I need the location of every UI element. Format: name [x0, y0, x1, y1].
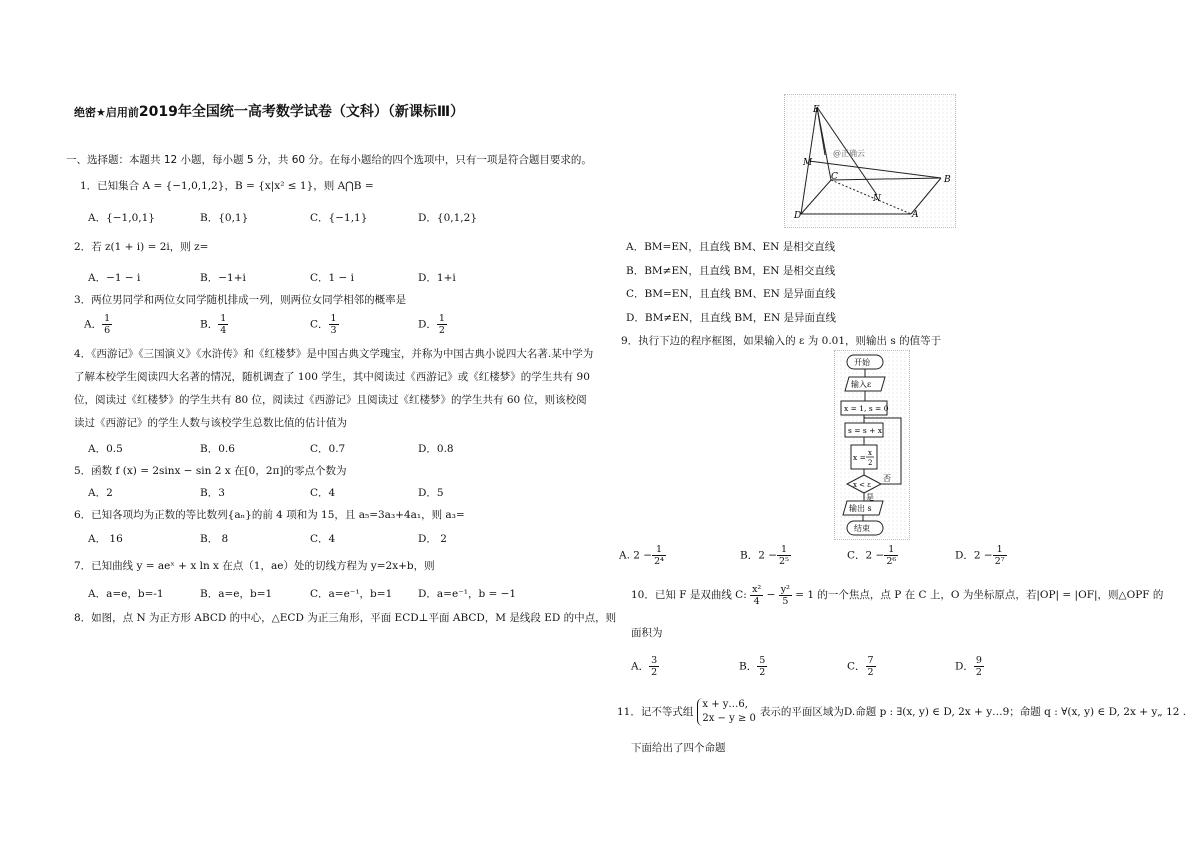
- q10-stem-a: 10．已知 F 是双曲线 C:: [631, 589, 747, 601]
- figure-label-c: C: [831, 172, 838, 182]
- q11-stem-b: 表示的平面区域为D.命题 p : ∃(x, y) ∈ D, 2x + y…9；命题 q : ∀(x, y) ∈ D, 2x + y„ 12 .: [759, 706, 1187, 718]
- question-7-stem: 7．已知曲线 y = aeˣ + x ln x 在点（1，ae）处的切线方程为 y=2x+b，则: [74, 560, 435, 572]
- q3-option-c-fraction: [329, 313, 339, 336]
- flow-output-text: 输出 s: [849, 504, 872, 513]
- q3-c-den: 3: [330, 325, 337, 336]
- q3-b-num: 1: [220, 313, 227, 324]
- q10-d-num: 9: [975, 655, 982, 666]
- flow-no-label: 否: [883, 474, 891, 483]
- q10-frac-y: [779, 584, 792, 607]
- q10-c-den: 2: [867, 667, 874, 678]
- q10-b-den: 2: [759, 667, 766, 678]
- q11-ineq-1: x + y…6,: [702, 699, 748, 710]
- q10-option-b-fraction: [757, 655, 767, 678]
- q10-minus: −: [766, 589, 776, 601]
- q9-flowchart: [834, 350, 910, 540]
- q9-option-c-label: C．2 −: [847, 549, 885, 562]
- q8-geometry-svg: [785, 95, 955, 227]
- q10-a-den: 2: [651, 667, 658, 678]
- q10-option-a-fraction: [649, 655, 659, 678]
- figure-watermark: @正确云: [833, 149, 865, 158]
- q6-option-a: A． 16: [88, 533, 123, 545]
- q2-option-a: A．−1 − i: [88, 272, 141, 284]
- q10-option-b: [739, 655, 767, 678]
- q9-option-d: [955, 544, 1007, 567]
- q3-option-c-label: C．: [310, 318, 329, 331]
- q10-option-c: [847, 655, 876, 678]
- q2-option-d: D．1+i: [418, 272, 456, 284]
- question-4-stem: 4．《西游记》《三国演义》《水浒传》和《红楼梦》是中国古典文学瑰宝，并称为中国古典小说四大名著.某中学为了解本校学生阅读四大名著的情况，随机调查了 100 学生，其中阅读过《西游记》或《红楼梦》的学生共有 90 位，阅读过《红楼梦》的学生共有 80 位，阅读过《西游记》且阅读过《红楼梦》的学生共有 60 位，则该校阅读过《西游记》的学生人数与该校学生总数比值的估计值为: [74, 348, 594, 429]
- flow-yes-label: 是: [866, 493, 874, 502]
- q3-a-den: 6: [104, 325, 111, 336]
- q4-option-c: C．0.7: [310, 443, 346, 455]
- q2-option-b: B．−1+i: [200, 272, 246, 284]
- q10-stem-c: 面积为: [631, 627, 663, 639]
- question-1-stem: 1．已知集合 A = {−1,0,1,2}，B = {x|x² ≤ 1}，则 A⋂B =: [80, 180, 374, 192]
- flow-init-text: x = 1, s = 0: [844, 404, 889, 413]
- q11-stem-c: 下面给出了四个命题: [631, 742, 726, 754]
- q9-option-c-fraction: [884, 544, 898, 567]
- q6-option-b: B． 8: [200, 533, 229, 545]
- q10-stem-b: = 1 的一个焦点，点 P 在 C 上，O 为坐标原点，若|OP| = |OF|，则△OPF 的: [795, 589, 1164, 601]
- q9-option-b-fraction: [777, 544, 791, 567]
- q3-option-d-label: D．: [418, 318, 437, 331]
- flow-step2-den: 2: [868, 459, 873, 467]
- q5-option-d: D．5: [418, 487, 444, 499]
- q11-inequality-system: [697, 698, 756, 726]
- question-10-stem: [631, 581, 1163, 609]
- q3-option-b: [200, 313, 228, 336]
- q5-option-c: C．4: [310, 487, 336, 499]
- figure-label-m: M: [803, 158, 813, 168]
- q9-option-b: [740, 544, 791, 567]
- q7-option-d: D．a=e⁻¹，b = −1: [418, 588, 517, 600]
- q9-b-den: 2⁵: [779, 556, 789, 567]
- q9-b-num: 1: [777, 544, 791, 556]
- q11-stem-a: 11．记不等式组: [617, 706, 694, 718]
- q6-option-c: C．4: [310, 533, 336, 545]
- figure-label-e: E: [813, 105, 820, 115]
- q9-option-d-label: D．2 −: [955, 549, 993, 562]
- q10-option-d: [955, 655, 984, 678]
- q10-frac-x: [750, 584, 763, 607]
- q10-frac-y-num: y²: [780, 583, 790, 595]
- question-2-stem: 2．若 z(1 + i) = 2i，则 z=: [74, 241, 209, 253]
- q9-option-a-label: A. 2 −: [619, 549, 653, 562]
- question-6-stem: 6．已知各项均为正数的等比数列{aₙ}的前 4 项和为 15，且 a₅=3a₃+4a₁，则 a₃=: [74, 509, 465, 521]
- q10-frac-x-num: x²: [752, 583, 762, 595]
- q3-option-b-fraction: [218, 313, 228, 336]
- q5-option-a: A．2: [88, 487, 113, 499]
- q7-option-b: B．a=e，b=1: [200, 588, 273, 600]
- flow-step2-lhs: x =: [853, 453, 866, 462]
- q9-option-a: [619, 544, 666, 567]
- q10-frac-y-den: 5: [782, 595, 789, 607]
- q3-b-den: 4: [220, 325, 227, 336]
- title-main: 2019年全国统一高考数学试卷（文科）（新课标Ⅲ）: [138, 104, 465, 120]
- question-11-stem: [617, 698, 1186, 726]
- q4-option-a: A．0.5: [88, 443, 123, 455]
- q10-option-a: [631, 655, 659, 678]
- q8-option-b: B．BM≠EN，且直线 BM，EN 是相交直线: [626, 265, 836, 277]
- section-heading: 一、选择题：本题共 12 小题，每小题 5 分，共 60 分。在每小题给的四个选项中，只有一项是符合题目要求的。: [66, 154, 592, 166]
- q9-option-b-label: B．2 −: [740, 549, 778, 562]
- q8-option-c: C．BM=EN，且直线 BM、EN 是异面直线: [626, 288, 836, 300]
- q3-option-d: [418, 313, 447, 336]
- q10-option-b-label: B．: [739, 660, 758, 673]
- q3-option-d-fraction: [437, 313, 447, 336]
- q11-ineq-2: 2x − y ≥ 0: [702, 713, 756, 724]
- q9-flowchart-svg: [835, 351, 909, 539]
- q1-option-d: D．{0,1,2}: [418, 212, 477, 224]
- q10-b-num: 5: [759, 655, 766, 666]
- q9-option-c: [847, 544, 898, 567]
- q9-a-num: 1: [652, 544, 666, 556]
- question-9-stem: 9．执行下边的程序框图，如果输入的 ε 为 0.01，则输出 s 的值等于: [621, 335, 942, 347]
- q8-geometry-figure: [784, 94, 956, 228]
- q6-option-d: D． 2: [418, 533, 447, 545]
- q3-option-a-label: A．: [84, 318, 103, 331]
- q9-a-den: 2⁴: [654, 556, 664, 567]
- flow-end-text: 结束: [854, 524, 870, 533]
- question-5-stem: 5．函数 f (x) = 2sinx − sin 2 x 在[0，2π]的零点个数为: [74, 465, 347, 477]
- q10-option-a-label: A．: [631, 660, 650, 673]
- q10-option-d-fraction: [974, 655, 984, 678]
- q3-option-b-label: B．: [200, 318, 219, 331]
- q9-c-num: 1: [884, 544, 898, 556]
- page-title: [74, 101, 464, 121]
- flow-step2-num: x: [868, 449, 872, 457]
- question-8-stem: 8．如图，点 N 为正方形 ABCD 的中心，△ECD 为正三角形，平面 ECD⊥平面 ABCD，M 是线段 ED 的中点，则: [74, 612, 617, 624]
- q8-option-a: A．BM=EN，且直线 BM、EN 是相交直线: [626, 241, 836, 253]
- q9-option-d-fraction: [993, 544, 1007, 567]
- q10-a-num: 3: [651, 655, 658, 666]
- flow-start-text: 开始: [854, 358, 870, 367]
- q9-c-den: 2⁶: [886, 556, 897, 567]
- figure-label-b: B: [944, 175, 951, 185]
- q4-option-d: D．0.8: [418, 443, 454, 455]
- q10-option-d-label: D．: [955, 660, 974, 673]
- flow-step1-text: s = s + x: [848, 426, 883, 435]
- q1-option-c: C．{−1,1}: [310, 212, 368, 224]
- figure-label-n: N: [873, 194, 881, 204]
- q2-option-c: C．1 − i: [310, 272, 355, 284]
- q4-option-b: B．0.6: [200, 443, 235, 455]
- q3-d-num: 1: [438, 313, 445, 324]
- title-prefix: 绝密★启用前: [74, 106, 139, 119]
- q3-c-num: 1: [330, 313, 337, 324]
- q1-option-b: B．{0,1}: [200, 212, 249, 224]
- q8-option-d: D．BM≠EN，且直线 BM，EN 是异面直线: [626, 312, 837, 324]
- q9-d-den: 2⁷: [994, 556, 1005, 567]
- q10-option-c-fraction: [866, 655, 876, 678]
- q3-a-num: 1: [104, 313, 111, 324]
- q9-option-a-fraction: [652, 544, 666, 567]
- q10-c-num: 7: [867, 655, 874, 666]
- q10-d-den: 2: [975, 667, 982, 678]
- q9-d-num: 1: [993, 544, 1007, 556]
- q1-option-a: A．{−1,0,1}: [88, 212, 155, 224]
- q3-option-a-fraction: [102, 313, 112, 336]
- q10-frac-x-den: 4: [753, 595, 760, 607]
- flow-cond-text: x < ε: [853, 481, 871, 489]
- q7-option-a: A．a=e，b=-1: [88, 588, 164, 600]
- figure-label-a: A: [912, 210, 919, 220]
- q3-option-a: [84, 313, 112, 336]
- q10-option-c-label: C．: [847, 660, 866, 673]
- q5-option-b: B．3: [200, 487, 225, 499]
- q3-option-c: [310, 313, 339, 336]
- q7-option-c: C．a=e⁻¹，b=1: [310, 588, 393, 600]
- figure-label-d: D: [794, 211, 802, 221]
- flow-input-text: 输入ε: [851, 380, 872, 389]
- question-3-stem: 3．两位男同学和两位女同学随机排成一列，则两位女同学相邻的概率是: [74, 294, 407, 306]
- q3-d-den: 2: [438, 325, 445, 336]
